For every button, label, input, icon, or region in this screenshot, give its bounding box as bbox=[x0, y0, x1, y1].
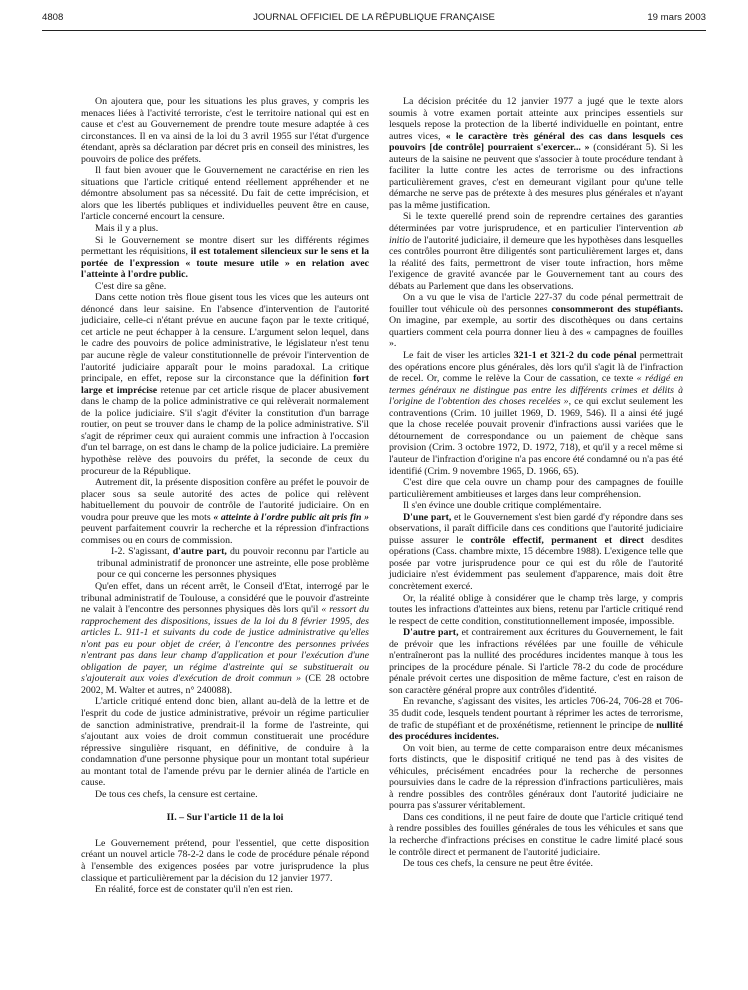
paragraph: On voit bien, au terme de cette comparaison entre deux mécanismes forts distincts, que le dispositif critiqué ne tend pas à des visites de véhicules, précisément encadrées pour la recherche de personnes poursuivies dans le cadre de la répression d'infractions particulières, mais à rendre possibles des contrôles généraux dont l'autorité judiciaire ne pourra pas s'assurer véritablement. bbox=[389, 742, 683, 812]
paragraph: C'est dire que cela ouvre un champ pour des campagnes de fouille particulièrement ambitieuses et larges dans leur compréhension. bbox=[389, 477, 683, 500]
paragraph: Il s'en évince une double critique complémentaire. bbox=[403, 500, 602, 512]
paragraph: Mais il y a plus. bbox=[95, 223, 159, 235]
publication-date: 19 mars 2003 bbox=[647, 12, 706, 23]
paragraph: Dans cette notion très floue gisent tous les vices que les auteurs ont dénoncé dans leur saisine. En l'absence d'intervention de l'autorité judiciaire, celle-ci n'étant prévue en aucune façon par le texte critiqué, cet article ne peut échapper à la censure. L'argument selon lequel, dans le cadre des pouvoirs de police administrative, le législateur n'est tenu par aucune règle de valeur constitutionnelle de prévoir l'intervention de l'autorité judiciaire apparaît pour le moins paradoxal. La critique principale, en effet, repose sur la circonstance que la définition fort large et imprécise retenue par cet article risque de placer abusivement dans le champ de la police administrative ce qui relèverait normalement de la police judiciaire. S'il s'agit d'éviter la constitution d'un barrage routier, on peut se trouver dans le champ de la police administrative. S'il s'agit de réprimer ceux qui auraient commis une infraction à l'occasion d'un tel barrage, on est dans le champ de la police judiciaire. La première hypothèse relève des pouvoirs du préfet, la seconde de ceux du procureur de la République. bbox=[81, 292, 369, 477]
paragraph: On ajoutera que, pour les situations les plus graves, y compris les menaces liées à l'activité terroriste, c'est le territoire national qui est en cause et c'est au Gouvernement de prendre toute mesure adaptée à ces circonstances. Il en va ainsi de la loi du 3 avril 1955 sur l'état d'urgence étendant, après sa déclaration par décret pris en conseil des ministres, les pouvoirs de police des préfets. bbox=[81, 96, 369, 165]
right-column bbox=[389, 96, 683, 870]
section-heading: II. – Sur l'article 11 de la loi bbox=[166, 812, 284, 824]
paragraph: D'autre part, et contrairement aux écritures du Gouvernement, le fait de prévoir que les infractions révélées par une fouille de véhicule n'entraîneront pas la nullité des procédures incidentes manque à tous les principes de la procédure pénale. Si l'article 78-2 du code de procédure pénale prévoit certes une disposition de même facture, c'est en raison de son caractère général propre aux contrôles d'identité. bbox=[389, 627, 683, 696]
paragraph: Dans ces conditions, il ne peut faire de doute que l'article critiqué tend à rendre possibles des fouilles générales de tous les véhicules et sans que la recherche d'infractions précises en constitue le cadre limité placé sous le contrôle direct et permanent de l'autorité judiciaire. bbox=[389, 811, 683, 858]
paragraph: Autrement dit, la présente disposition confère au préfet le pouvoir de placer sous sa seule autorité des actes de police qui relèvent habituellement du pouvoir de contrôle de l'autorité judiciaire. On en voudra pour preuve que les mots « atteinte à l'ordre public ait pris fin » peuvent parfaitement couvrir la recherche et la répression d'infractions commises ou en cours de commission. bbox=[81, 477, 369, 546]
paragraph: Si le Gouvernement se montre disert sur les différents régimes permettant les réquisitions, il est totalement silencieux sur le sens et la portée de l'expression « toute mesure utile » en relation avec l'atteinte à l'ordre public. bbox=[81, 234, 370, 281]
paragraph: Qu'en effet, dans un récent arrêt, le Conseil d'Etat, interrogé par le tribunal administratif de Toulouse, a considéré que le pouvoir d'astreinte ne valait à l'encontre des personnes physiques dès lors qu'il « ressort du rapprochement des dispositions, issues de la loi du 8 février 1995, des articles L. 911-1 et suivants du code de justice administrative qu'elles n'ont pas eu pour objet de créer, à l'encontre des personnes privées n'entrant pas dans leur champ d'application et pour l'exécution d'une obligation de payer, un régime d'astreinte qui se substituerait ou s'ajouterait aux voies d'exécution de droit commun » (CE 28 octobre 2002, M. Walter et autres, n° 240088). bbox=[81, 580, 369, 696]
paragraph: L'article critiqué entend donc bien, allant au-delà de la lettre et de l'esprit du code de justice administrative, prévoir un régime particulier de sanction administrative, prendrait-il la forme de l'astreinte, qui s'ajoutant aux voies de droit commun constituerait une procédure répressive singulière risquant, en définitive, de conduire à la condamnation d'une personne physique pour un montant total supérieur au montant total de l'amende prévu par le dernier alinéa de l'article en cause. bbox=[81, 696, 369, 789]
paragraph: En réalité, force est de constater qu'il n'en est rien. bbox=[95, 884, 293, 896]
paragraph: De tous ces chefs, la censure est certaine. bbox=[95, 788, 258, 800]
paragraph: Il faut bien avouer que le Gouvernement ne caractérise en rien les situations que l'article critiqué entend réellement appréhender et ne démontre absolument pas sa nécessité. Du fait de cette imprécision, et alors que les libertés publiques et individuelles peuvent être en cause, l'article concerné encourt la censure. bbox=[81, 165, 369, 223]
paragraph: Or, la réalité oblige à considérer que le champ très large, y compris toutes les infractions d'atteintes aux biens, retenu par l'article critiqué rend le respect de cette condition, constitutionnellement imposée, impossible. bbox=[389, 592, 683, 627]
paragraph: D'une part, et le Gouvernement s'est bien gardé d'y répondre dans ses observations, il paraît difficile dans ces conditions que l'autorité judiciaire puisse assurer le contrôle effectif, permanent et direct desdites opérations (Cass. chambre mixte, 15 décembre 1988). L'exigence telle que posée par votre jurisprudence pour ce qui est du rôle de l'autorité judiciaire n'est évidemment pas seulement d'apparence, mais doit être concrètement exercé. bbox=[389, 511, 683, 592]
left-column bbox=[81, 96, 369, 896]
page-number: 4808 bbox=[42, 12, 64, 23]
paragraph: C'est dire sa gêne. bbox=[95, 280, 167, 292]
page-header bbox=[42, 12, 706, 26]
paragraph: En revanche, s'agissant des visites, les articles 706-24, 706-28 et 706-35 dudit code, lesquels tendent pourtant à réprimer les actes de terrorisme, de trafic de stupéfiant et de proxénétisme, retiennent le principe de nullité des procédures incidentes. bbox=[389, 696, 683, 743]
subsection-heading: I-2. S'agissant, d'autre part, du pouvoir reconnu par l'article au tribunal administratif de prononcer une astreinte, elle pose problème pour ce qui concerne les personnes physiques bbox=[97, 546, 369, 581]
paragraph: Le fait de viser les articles 321-1 et 321-2 du code pénal permettrait des opérations encore plus générales, dès lors qu'il s'agit là de l'infraction de recel. Or, comme le relève la Cour de cassation, ce texte « rédigé en termes généraux ne distingue pas entre les différents crimes et délits à l'origine de l'obtention des choses recelées », ce qui exclut seulement les contraventions (Crim. 10 juillet 1969, D. 1969, 546). Il a ainsi été jugé que la chose recelée pouvait provenir d'infractions aussi variées que le détournement de correspondance ou un paiement de chèque sans provision (Crim. 3 octobre 1972, D. 1972, 718), et qu'il y a recel même si l'auteur de l'infraction d'origine n'a pas encore été condamné ou n'a pas été identifié (Crim. 9 novembre 1965, D. 1966, 65). bbox=[389, 350, 683, 477]
header-rule bbox=[42, 30, 706, 31]
paragraph: La décision précitée du 12 janvier 1977 a jugé que le texte alors soumis à votre examen portait atteinte aux principes essentiels sur lesquels repose la protection de la liberté individuelle en pointant, entre autres vices, « le caractère très général des cas dans lesquels ces pouvoirs [de contrôle] pourraient s'exercer... » (considérant 5). Si les auteurs de la saisine ne peuvent que s'associer à toute procédure tendant à faciliter la lutte contre les actes de terrorisme ou des infractions particulièrement graves, c'est en demeurant vigilant pour qu'une telle démarche ne serve pas de prétexte à des mesures plus générales et n'ayant pas la même justification. bbox=[389, 96, 683, 211]
paragraph: Le Gouvernement prétend, pour l'essentiel, que cette disposition créant un nouvel article 78-2-2 dans le code de procédure pénale répond à l'ensemble des exigences posées par votre jurisprudence la plus classique et particulièrement par la décision du 12 janvier 1977. bbox=[81, 837, 369, 884]
paragraph: Si le texte querellé prend soin de reprendre certaines des garanties déterminées par votre jurisprudence, et en particulier l'intervention ab initio de l'autorité judiciaire, il demeure que les hypothèses dans lesquelles ces contrôles pourront être diligentés sont particulièrement larges et, dans la réalité des faits, permettront de viser toute infraction, hors même l'exigence de gravité avancée par le Gouvernement tant au cours des débats au Parlement que dans les observations. bbox=[389, 211, 684, 292]
journal-title: JOURNAL OFFICIEL DE LA RÉPUBLIQUE FRANÇAISE bbox=[253, 12, 495, 23]
paragraph: De tous ces chefs, la censure ne peut être évitée. bbox=[403, 858, 593, 870]
paragraph: On a vu que le visa de l'article 227-37 du code pénal permettrait de fouiller tout véhicule où des personnes consommeront des stupéfiants. On imagine, par exemple, au sortir des discothèques ou dans certains quartiers comment cela pourra donner lieu à des « campagnes de fouilles ». bbox=[389, 292, 683, 350]
